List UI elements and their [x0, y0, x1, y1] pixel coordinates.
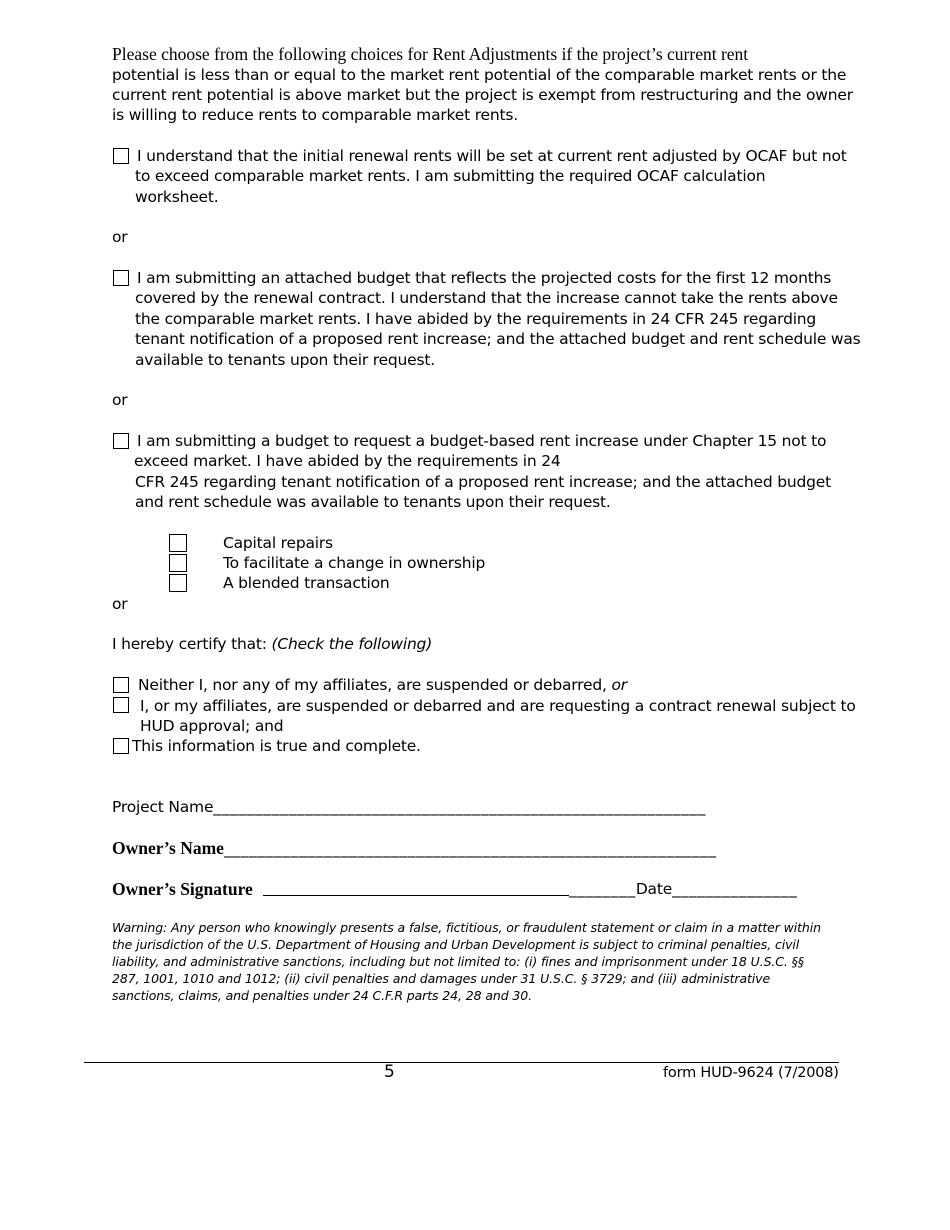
date-blank[interactable]: _______________ [672, 880, 798, 898]
date-field[interactable] [569, 879, 797, 899]
or-separator: or [112, 391, 128, 409]
option-ocaf-line: to exceed comparable market rents. I am submitting the required OCAF calculation [135, 167, 766, 185]
true-complete-label: This information is true and complete. [132, 737, 421, 755]
option-budget-line: I am submitting an attached budget that reflects the projected costs for the first 12 months [137, 269, 832, 287]
option-ocaf-checkbox[interactable] [113, 148, 129, 164]
project-name-field[interactable] [112, 797, 706, 817]
true-complete-checkbox[interactable] [113, 738, 129, 754]
not-debarred-text: Neither I, nor any of my affiliates, are suspended or debarred, [138, 676, 612, 694]
warning-line: liability, and administrative sanctions, including but not limited to: (i) fines and imprisonment under 18 U.S.C. §§ [112, 954, 804, 969]
not-debarred-label [138, 675, 627, 695]
intro-line: is willing to reduce rents to comparable market rents. [112, 106, 518, 124]
debarred-requesting-checkbox[interactable] [113, 697, 129, 713]
not-debarred-or: or [611, 676, 627, 694]
debarred-requesting-line: I, or my affiliates, are suspended or debarred and are requesting a contract renewal subject to [140, 697, 856, 715]
project-name-blank[interactable]: ___________________________________________________________ [213, 798, 706, 816]
certify-hint: (Check the following) [271, 635, 433, 653]
option-budget-based-line: CFR 245 regarding tenant notification of a proposed rent increase; and the attached budget [135, 473, 831, 491]
owners-name-label: Owner’s Name [112, 838, 224, 858]
option-budget-based-checkbox[interactable] [113, 433, 129, 449]
change-ownership-label: To facilitate a change in ownership [223, 554, 486, 572]
or-separator: or [112, 595, 128, 613]
owners-name-field[interactable] [112, 838, 717, 859]
warning-line: 287, 1001, 1010 and 1012; (ii) civil penalties and damages under 31 U.S.C. § 3729; and (iii) administrative [112, 971, 771, 986]
signature-line-tail[interactable]: ________ [569, 880, 636, 898]
option-budget-line: available to tenants upon their request. [135, 351, 436, 369]
project-name-label: Project Name [112, 798, 214, 816]
warning-line: sanctions, claims, and penalties under 24 C.F.R parts 24, 28 and 30. [112, 988, 533, 1003]
date-label: Date [635, 880, 673, 898]
debarred-requesting-line: HUD approval; and [140, 717, 284, 735]
intro-line: current rent potential is above market but the project is exempt from restructuring and the owner [112, 86, 853, 104]
capital-repairs-checkbox[interactable] [169, 534, 187, 552]
or-separator: or [112, 228, 128, 246]
owners-signature-label: Owner’s Signature [112, 879, 253, 899]
owners-name-blank[interactable]: ___________________________________________________________ [223, 840, 717, 858]
option-budget-based-line: and rent schedule was available to tenants upon their request. [135, 493, 611, 511]
certify-lead: I hereby certify that: [112, 635, 272, 653]
option-budget-based-line: I am submitting a budget to request a budget-based rent increase under Chapter 15 not to [137, 432, 827, 450]
option-budget-line: the comparable market rents. I have abided by the requirements in 24 CFR 245 regarding [135, 310, 817, 328]
warning-line: the jurisdiction of the U.S. Department of Housing and Urban Development is subject to criminal penalties, civil [112, 937, 800, 952]
change-ownership-checkbox[interactable] [169, 554, 187, 572]
capital-repairs-label: Capital repairs [223, 534, 333, 552]
option-budget-based-line: exceed market. I have abided by the requirements in 24 [134, 452, 561, 470]
intro-line: potential is less than or equal to the market rent potential of the comparable market rents or the [112, 66, 847, 84]
option-budget-line: tenant notification of a proposed rent increase; and the attached budget and rent schedule was [135, 330, 861, 348]
intro-line: Please choose from the following choices for Rent Adjustments if the project’s current rent [112, 44, 749, 64]
blended-transaction-label: A blended transaction [223, 574, 390, 592]
option-budget-checkbox[interactable] [113, 270, 129, 286]
option-ocaf-line: I understand that the initial renewal rents will be set at current rent adjusted by OCAF but not [137, 147, 847, 165]
not-debarred-checkbox[interactable] [113, 677, 129, 693]
option-budget-line: covered by the renewal contract. I understand that the increase cannot take the rents above [135, 289, 838, 307]
page-number: 5 [384, 1062, 395, 1082]
signature-line[interactable] [263, 895, 569, 896]
certify-heading [112, 634, 432, 654]
warning-line: Warning: Any person who knowingly presents a false, fictitious, or fraudulent statement or claim in a matter within [112, 920, 821, 935]
blended-transaction-checkbox[interactable] [169, 574, 187, 592]
option-ocaf-line: worksheet. [135, 188, 219, 206]
owners-signature-field[interactable] [112, 879, 253, 899]
form-id: form HUD-9624 (7/2008) [663, 1065, 839, 1081]
